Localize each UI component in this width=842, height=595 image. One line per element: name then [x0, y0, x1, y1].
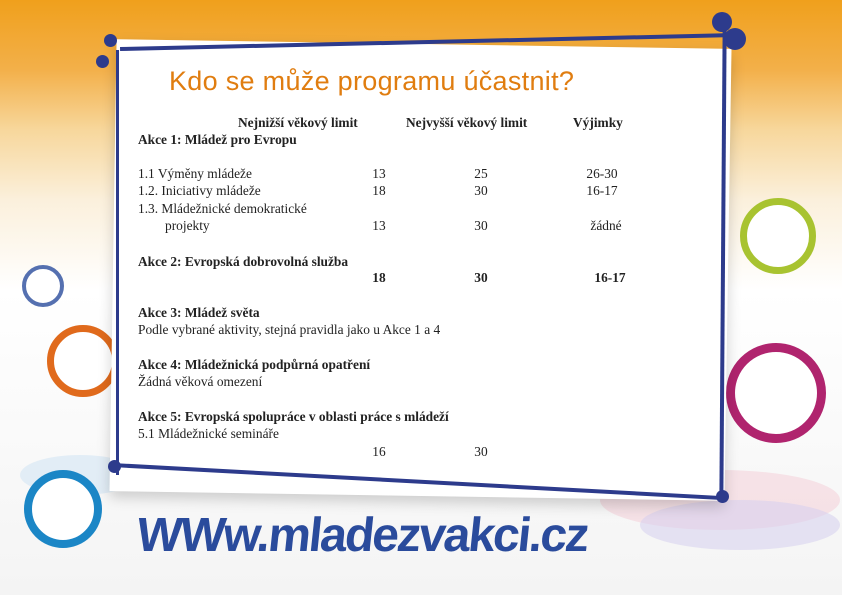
- row-label: 1.3. Mládežnické demokratické: [138, 201, 307, 216]
- action5-max: 30: [474, 444, 488, 459]
- action3-text: Podle vybrané aktivity, stejná pravidla jako u Akce 1 a 4: [138, 322, 441, 337]
- action5-row: 5.1 Mládežnické semináře: [138, 426, 279, 441]
- action4-text: Žádná věková omezení: [138, 374, 263, 389]
- frame-corner-dot: [724, 28, 746, 50]
- background-swoosh: [640, 500, 840, 550]
- row-min: 13: [372, 166, 386, 181]
- action2-min: 18: [372, 270, 386, 285]
- action3-heading: Akce 3: Mládež světa: [138, 305, 260, 320]
- frame-corner-dot: [96, 55, 109, 68]
- frame-corner-dot: [716, 490, 729, 503]
- website-logo: WWw.mladezvakci.cz: [134, 509, 591, 562]
- row-label: 1.1 Výměny mládeže: [138, 166, 252, 181]
- row-label: 1.2. Iniciativy mládeže: [138, 183, 261, 198]
- row-label-continued: projekty: [165, 218, 210, 233]
- face-emblem-icon: [47, 325, 119, 397]
- face-emblem-icon: [24, 470, 102, 548]
- frame-corner-dot: [108, 460, 121, 473]
- action5-min: 16: [372, 444, 386, 459]
- header-min-age: Nejnižší věkový limit: [238, 115, 358, 130]
- row-max: 30: [474, 183, 488, 198]
- face-emblem-icon: [726, 343, 826, 443]
- row-max: 25: [474, 166, 488, 181]
- header-exceptions: Výjimky: [573, 115, 623, 130]
- frame-corner-dot: [104, 34, 117, 47]
- header-max-age: Nejvyšší věkový limit: [406, 115, 528, 130]
- action2-heading: Akce 2: Evropská dobrovolná služba: [138, 254, 349, 269]
- row-max: 30: [474, 218, 488, 233]
- action5-heading: Akce 5: Evropská spolupráce v oblasti práce s mládeží: [138, 409, 449, 424]
- action2-max: 30: [474, 270, 488, 285]
- face-emblem-icon: [22, 265, 64, 307]
- row-exceptions: 26-30: [586, 166, 618, 181]
- row-exceptions: žádné: [590, 218, 622, 233]
- row-min: 13: [372, 218, 386, 233]
- action4-heading: Akce 4: Mládežnická podpůrná opatření: [138, 357, 371, 372]
- row-min: 18: [372, 183, 386, 198]
- action2-exceptions: 16-17: [594, 270, 626, 285]
- action1-heading: Akce 1: Mládež pro Evropu: [138, 132, 297, 147]
- face-emblem-icon: [740, 198, 816, 274]
- page-title: Kdo se může programu účastnit?: [169, 66, 575, 96]
- frame-line: [116, 50, 119, 475]
- row-exceptions: 16-17: [586, 183, 618, 198]
